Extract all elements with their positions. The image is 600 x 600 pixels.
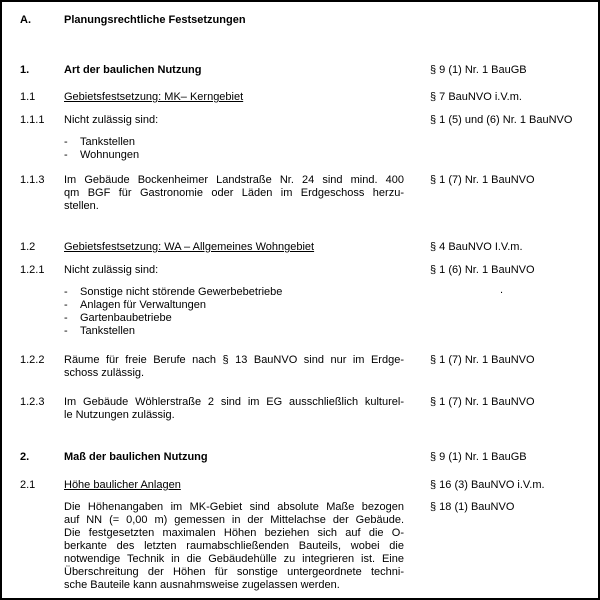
- bullet-text: Tankstellen: [80, 325, 136, 337]
- subsection-title: Gebietsfestsetzung: WA – Allgemeines Wohngebiet: [64, 241, 315, 253]
- paragraph-line: stellen.: [64, 200, 99, 212]
- subsection-number: 2.1: [20, 479, 36, 491]
- subsection-title: Gebietsfestsetzung: MK– Kerngebiet: [64, 91, 244, 103]
- legal-reference: § 9 (1) Nr. 1 BauGB: [430, 64, 527, 76]
- legal-reference-text: § 1 (6) Nr. 1 BauNVO: [430, 264, 535, 276]
- part-heading-row: [20, 14, 588, 27]
- legal-reference: § 16 (3) BauNVO i.V.m.: [430, 479, 545, 491]
- legal-reference: [430, 264, 535, 296]
- subsection-row: [20, 241, 588, 254]
- legal-reference: § 9 (1) Nr. 1 BauGB: [430, 451, 527, 463]
- paragraph-line: notwendige Technik in die Gebäudehülle zu integrieren ist. Eine: [64, 553, 404, 565]
- clause-number: 1.2.2: [20, 354, 45, 366]
- bullet-dash: -: [64, 299, 68, 311]
- clause-number: 1.2.1: [20, 264, 45, 276]
- clause-text: Nicht zulässig sind:: [64, 264, 159, 276]
- bullet-item: [64, 149, 404, 162]
- subsection-row: [20, 91, 588, 104]
- legal-reference: § 4 BauNVO I.V.m.: [430, 241, 523, 253]
- paragraph-line: Im Gebäude Bockenheimer Landstraße Nr. 24 sind mind. 400: [64, 174, 404, 186]
- section-row: [20, 451, 588, 464]
- clause-paragraph: [64, 396, 404, 422]
- clause-paragraph: [64, 174, 404, 213]
- bullet-dash: -: [64, 136, 68, 148]
- bullet-item: [64, 325, 404, 338]
- legal-reference: § 7 BauNVO i.V.m.: [430, 91, 522, 103]
- bullet-dash: -: [64, 325, 68, 337]
- paragraph-line: qm BGF für Gastronomie oder Läden im Erdgeschoss herzu-: [64, 187, 404, 199]
- bullet-item: [64, 136, 404, 149]
- paragraph-line: schoss zulässig.: [64, 367, 145, 379]
- legal-reference: § 18 (1) BauNVO: [430, 501, 515, 513]
- clause-row: [20, 354, 588, 380]
- bullet-dash: -: [64, 312, 68, 324]
- paragraph-line: Überschreitung der Höhen für sonstige untergeordnete techni-: [64, 566, 404, 578]
- legal-reference: § 1 (7) Nr. 1 BauNVO: [430, 354, 535, 366]
- stray-dot-artifact: .: [500, 284, 504, 296]
- paragraph-line: berkante des letzten raumabschließenden Bauteils, wobei die: [64, 540, 404, 552]
- paragraph-line: Die Höhenangaben im MK-Gebiet sind absolute Maße bezogen: [64, 501, 404, 513]
- clause-row: [20, 114, 588, 127]
- paragraph-line: Im Gebäude Wöhlerstraße 2 sind im EG ausschließlich kulturel-: [64, 396, 404, 408]
- bullet-text: Anlagen für Verwaltungen: [80, 299, 206, 311]
- bullet-text: Wohnungen: [80, 149, 140, 161]
- clause-number: 1.2.3: [20, 396, 45, 408]
- clause-number: 1.1.3: [20, 174, 45, 186]
- part-title: Planungsrechtliche Festsetzungen: [64, 14, 246, 26]
- bullet-item: [64, 299, 404, 312]
- bullet-text: Tankstellen: [80, 136, 136, 148]
- bullet-item: [64, 312, 404, 325]
- clause-row: [20, 396, 588, 422]
- bullet-list-row: [20, 136, 588, 162]
- clause-row: [20, 501, 588, 592]
- clause-paragraph: [64, 354, 404, 380]
- legal-reference: § 1 (7) Nr. 1 BauNVO: [430, 174, 535, 186]
- section-number: 2.: [20, 451, 30, 463]
- section-number: 1.: [20, 64, 30, 76]
- paragraph-line: le Nutzungen zulässig.: [64, 409, 175, 421]
- legal-reference: § 1 (7) Nr. 1 BauNVO: [430, 396, 535, 408]
- subsection-number: 1.1: [20, 91, 36, 103]
- subsection-number: 1.2: [20, 241, 36, 253]
- bullet-text: Sonstige nicht störende Gewerbebetriebe: [80, 286, 283, 298]
- paragraph-line: Räume für freie Berufe nach § 13 BauNVO sind nur im Erdge-: [64, 354, 404, 366]
- bullet-dash: -: [64, 286, 68, 298]
- bullet-dash: -: [64, 149, 68, 161]
- legal-reference: § 1 (5) und (6) Nr. 1 BauNVO: [430, 114, 573, 126]
- clause-number: 1.1.1: [20, 114, 45, 126]
- bullet-text: Gartenbaubetriebe: [80, 312, 172, 324]
- bullet-item: [64, 286, 404, 299]
- section-title: Maß der baulichen Nutzung: [64, 451, 208, 463]
- clause-row: [20, 174, 588, 213]
- subsection-title: Höhe baulicher Anlagen: [64, 479, 181, 491]
- subsection-row: [20, 479, 588, 492]
- paragraph-line: Die festgesetzten maximalen Höhen beziehen sich auf die O-: [64, 527, 404, 539]
- paragraph-line: sche Bauteile kann ausnahmsweise zugelassen werden.: [64, 579, 340, 591]
- section-row: [20, 64, 588, 77]
- clause-paragraph: [64, 501, 404, 592]
- section-title: Art der baulichen Nutzung: [64, 64, 202, 76]
- clause-text: Nicht zulässig sind:: [64, 114, 159, 126]
- part-letter: A.: [20, 14, 31, 26]
- paragraph-line: auf NN (= 0,00 m) gemessen in der Mittelachse der Gebäude.: [64, 514, 404, 526]
